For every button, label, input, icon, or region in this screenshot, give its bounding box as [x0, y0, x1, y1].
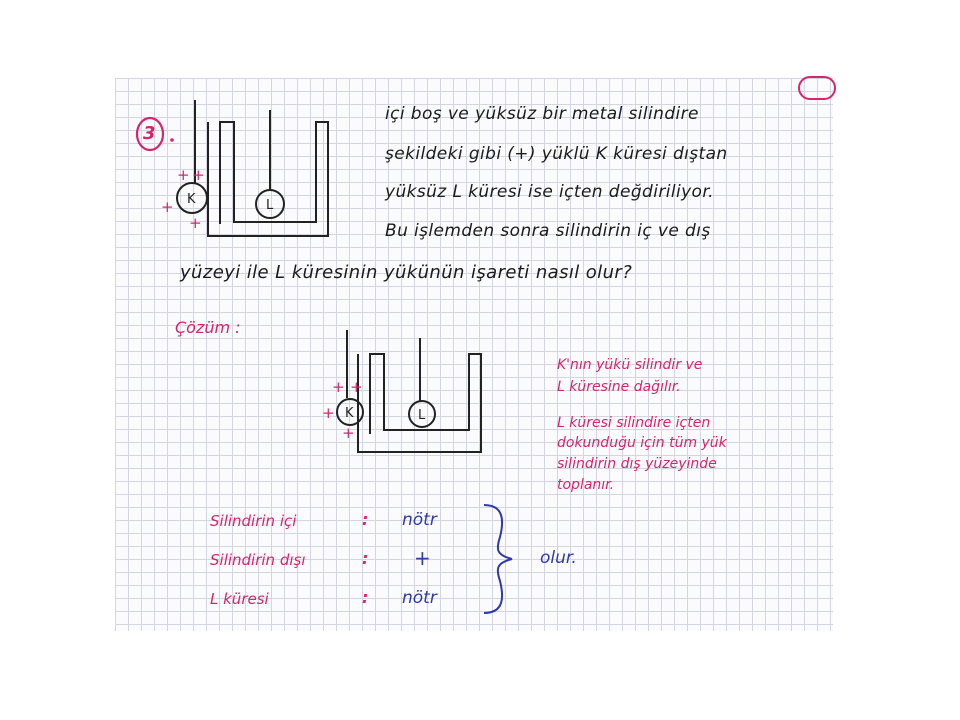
sphere-l-label: L — [266, 198, 274, 213]
charge-plus: + — [177, 166, 190, 184]
problem-line-3: yüksüz L küresi ise içten değdiriliyor. — [385, 182, 714, 202]
answer-conclusion: olur. — [540, 548, 577, 568]
problem-line-2: şekildeki gibi (+) yüklü K küresi dıştan — [385, 144, 728, 164]
problem-figure-labels — [160, 100, 360, 250]
charge-plus: + — [322, 404, 335, 422]
charge-plus: + — [342, 424, 355, 442]
answer-label-inside: Silindirin içi — [210, 512, 297, 530]
answer-value-outside: + — [414, 546, 431, 570]
answer-label-l-sphere: L küresi — [210, 590, 269, 608]
note-line-1: K'nın yükü silindir ve — [557, 357, 703, 373]
note-line-4: dokunduğu için tüm yük — [557, 435, 727, 451]
problem-line-1: içi boş ve yüksüz bir metal silindire — [385, 104, 699, 124]
problem-number: 3 — [143, 123, 156, 144]
solution-heading: Çözüm : — [175, 318, 241, 337]
problem-line-4: Bu işlemden sonra silindirin iç ve dış — [385, 221, 711, 241]
note-line-3: L küresi silindire içten — [557, 415, 711, 431]
note-line-2: L küresine dağılır. — [557, 379, 681, 395]
page-number-badge — [798, 76, 836, 100]
charge-plus: + — [332, 378, 345, 396]
answer-sep: : — [362, 588, 369, 607]
answer-sep: : — [362, 510, 369, 529]
answer-label-outside: Silindirin dışı — [210, 551, 306, 569]
charge-plus: + — [350, 378, 363, 396]
sphere-k-label: K — [187, 192, 196, 207]
solution-figure-labels — [320, 330, 500, 460]
sphere-l-label: L — [418, 408, 426, 423]
answer-value-inside: nötr — [402, 510, 437, 530]
sphere-k-label: K — [345, 406, 354, 421]
note-line-5: silindirin dış yüzeyinde — [557, 456, 717, 472]
charge-plus: + — [189, 214, 202, 232]
note-line-6: toplanır. — [557, 477, 615, 493]
answer-sep: : — [362, 549, 369, 568]
problem-line-5: yüzeyi ile L küresinin yükünün işareti nasıl olur? — [180, 262, 633, 283]
answer-brace — [478, 503, 518, 615]
answer-value-l-sphere: nötr — [402, 588, 437, 608]
charge-plus: + — [192, 166, 205, 184]
charge-plus: + — [161, 198, 174, 216]
